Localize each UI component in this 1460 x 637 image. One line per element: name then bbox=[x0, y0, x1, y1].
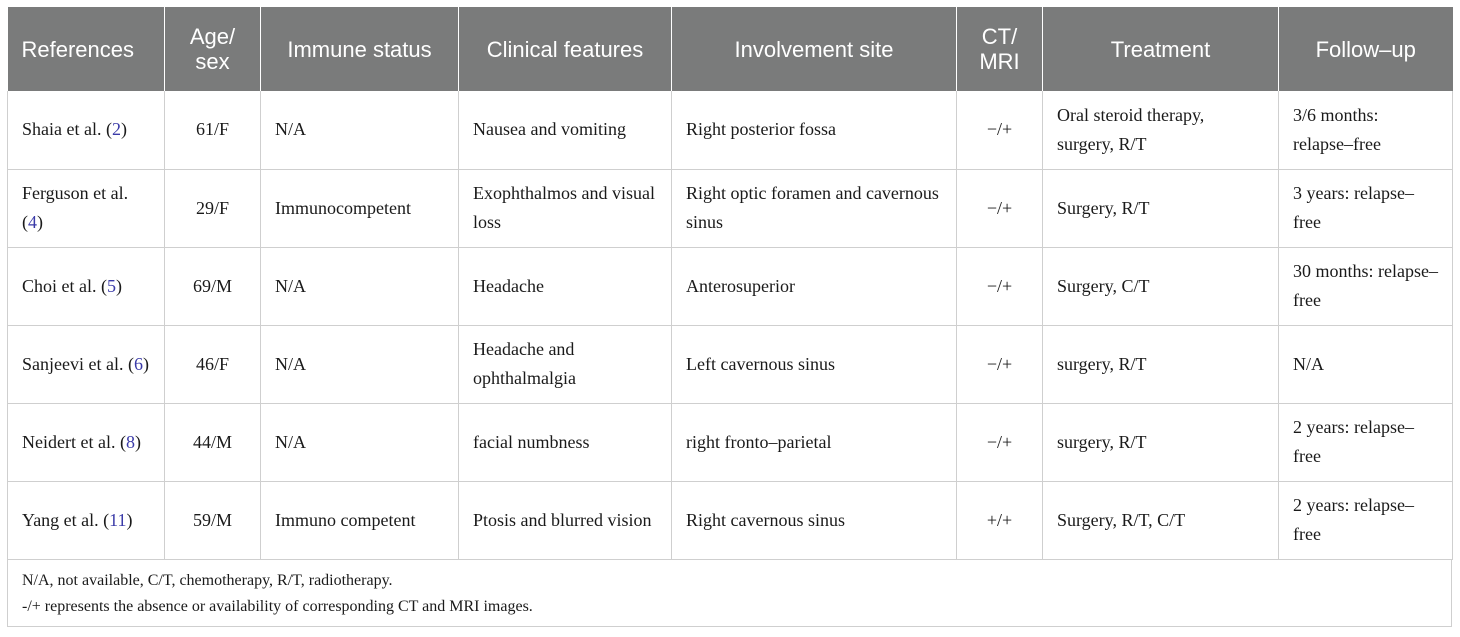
cell-ct-mri: −/+ bbox=[957, 91, 1043, 169]
table-row bbox=[8, 325, 1453, 403]
cell-treatment: Surgery, R/T, C/T bbox=[1043, 481, 1279, 559]
header-involvement-site: Involvement site bbox=[672, 7, 957, 91]
cell-age-sex: 61/F bbox=[165, 91, 261, 169]
cell-treatment: surgery, R/T bbox=[1043, 403, 1279, 481]
cell-age-sex: 59/M bbox=[165, 481, 261, 559]
header-age-sex: Age/ sex bbox=[165, 7, 261, 91]
cell-immune-status: Immunocompetent bbox=[261, 169, 459, 247]
cell-treatment: Oral steroid therapy, surgery, R/T bbox=[1043, 91, 1279, 169]
header-ct-mri: CT/ MRI bbox=[957, 7, 1043, 91]
table-header bbox=[8, 7, 1453, 91]
cell-immune-status: N/A bbox=[261, 91, 459, 169]
cell-ct-mri: −/+ bbox=[957, 169, 1043, 247]
citation-link[interactable]: 2 bbox=[111, 119, 121, 140]
cell-age-sex: 29/F bbox=[165, 169, 261, 247]
table-container bbox=[7, 7, 1452, 627]
cell-ct-mri: −/+ bbox=[957, 325, 1043, 403]
citation-link[interactable]: 8 bbox=[125, 431, 135, 452]
cell-reference: Yang et al. (11) bbox=[8, 481, 165, 559]
cell-treatment: Surgery, R/T bbox=[1043, 169, 1279, 247]
cell-involvement-site: Left cavernous sinus bbox=[672, 325, 957, 403]
cell-ct-mri: +/+ bbox=[957, 481, 1043, 559]
citation-link[interactable]: 4 bbox=[28, 212, 37, 232]
table-footnotes bbox=[7, 560, 1452, 627]
cell-clinical-features: Headache and ophthalmalgia bbox=[459, 325, 672, 403]
cell-reference: Shaia et al. (2) bbox=[8, 91, 165, 169]
cell-immune-status: N/A bbox=[261, 403, 459, 481]
cell-clinical-features: Exophthalmos and visual loss bbox=[459, 169, 672, 247]
header-immune-status: Immune status bbox=[261, 7, 459, 91]
table-row bbox=[8, 481, 1453, 559]
cell-treatment: surgery, R/T bbox=[1043, 325, 1279, 403]
cell-follow-up: 2 years: relapse–free bbox=[1279, 403, 1453, 481]
cell-immune-status: Immuno competent bbox=[261, 481, 459, 559]
cell-reference: Neidert et al. (8) bbox=[8, 403, 165, 481]
cell-reference: Ferguson et al. (4) bbox=[8, 169, 165, 247]
cell-involvement-site: Right optic foramen and cavernous sinus bbox=[672, 169, 957, 247]
footnote-ct-mri: -/+ represents the absence or availability of corresponding CT and MRI images. bbox=[22, 597, 533, 615]
cell-involvement-site: Right posterior fossa bbox=[672, 91, 957, 169]
header-treatment: Treatment bbox=[1043, 7, 1279, 91]
cell-clinical-features: Nausea and vomiting bbox=[459, 91, 672, 169]
cell-follow-up: 2 years: relapse–free bbox=[1279, 481, 1453, 559]
cell-reference: Choi et al. (5) bbox=[8, 247, 165, 325]
table-row bbox=[8, 169, 1453, 247]
cell-involvement-site: right fronto–parietal bbox=[672, 403, 957, 481]
cell-treatment: Surgery, C/T bbox=[1043, 247, 1279, 325]
cell-clinical-features: facial numbness bbox=[459, 403, 672, 481]
citation-link[interactable]: 11 bbox=[109, 509, 127, 530]
cell-involvement-site: Anterosuperior bbox=[672, 247, 957, 325]
table-row bbox=[8, 403, 1453, 481]
cell-follow-up: N/A bbox=[1279, 325, 1453, 403]
data-table bbox=[7, 7, 1453, 560]
citation-link[interactable]: 6 bbox=[133, 353, 143, 374]
header-follow-up: Follow–up bbox=[1279, 7, 1453, 91]
footnote-abbreviations: N/A, not available, C/T, chemotherapy, R/T, radiotherapy. bbox=[22, 571, 393, 589]
cell-age-sex: 46/F bbox=[165, 325, 261, 403]
table-row bbox=[8, 91, 1453, 169]
cell-reference: Sanjeevi et al. (6) bbox=[8, 325, 165, 403]
cell-ct-mri: −/+ bbox=[957, 403, 1043, 481]
cell-follow-up: 30 months: relapse–free bbox=[1279, 247, 1453, 325]
citation-link[interactable]: 5 bbox=[106, 275, 116, 296]
header-references: References bbox=[8, 7, 165, 91]
header-clinical-features: Clinical features bbox=[459, 7, 672, 91]
cell-clinical-features: Ptosis and blurred vision bbox=[459, 481, 672, 559]
table-body bbox=[8, 91, 1453, 559]
cell-follow-up: 3 years: relapse–free bbox=[1279, 169, 1453, 247]
cell-involvement-site: Right cavernous sinus bbox=[672, 481, 957, 559]
cell-ct-mri: −/+ bbox=[957, 247, 1043, 325]
cell-clinical-features: Headache bbox=[459, 247, 672, 325]
cell-age-sex: 44/M bbox=[165, 403, 261, 481]
cell-age-sex: 69/M bbox=[165, 247, 261, 325]
table-row bbox=[8, 247, 1453, 325]
cell-immune-status: N/A bbox=[261, 247, 459, 325]
cell-follow-up: 3/6 months: relapse–free bbox=[1279, 91, 1453, 169]
cell-immune-status: N/A bbox=[261, 325, 459, 403]
